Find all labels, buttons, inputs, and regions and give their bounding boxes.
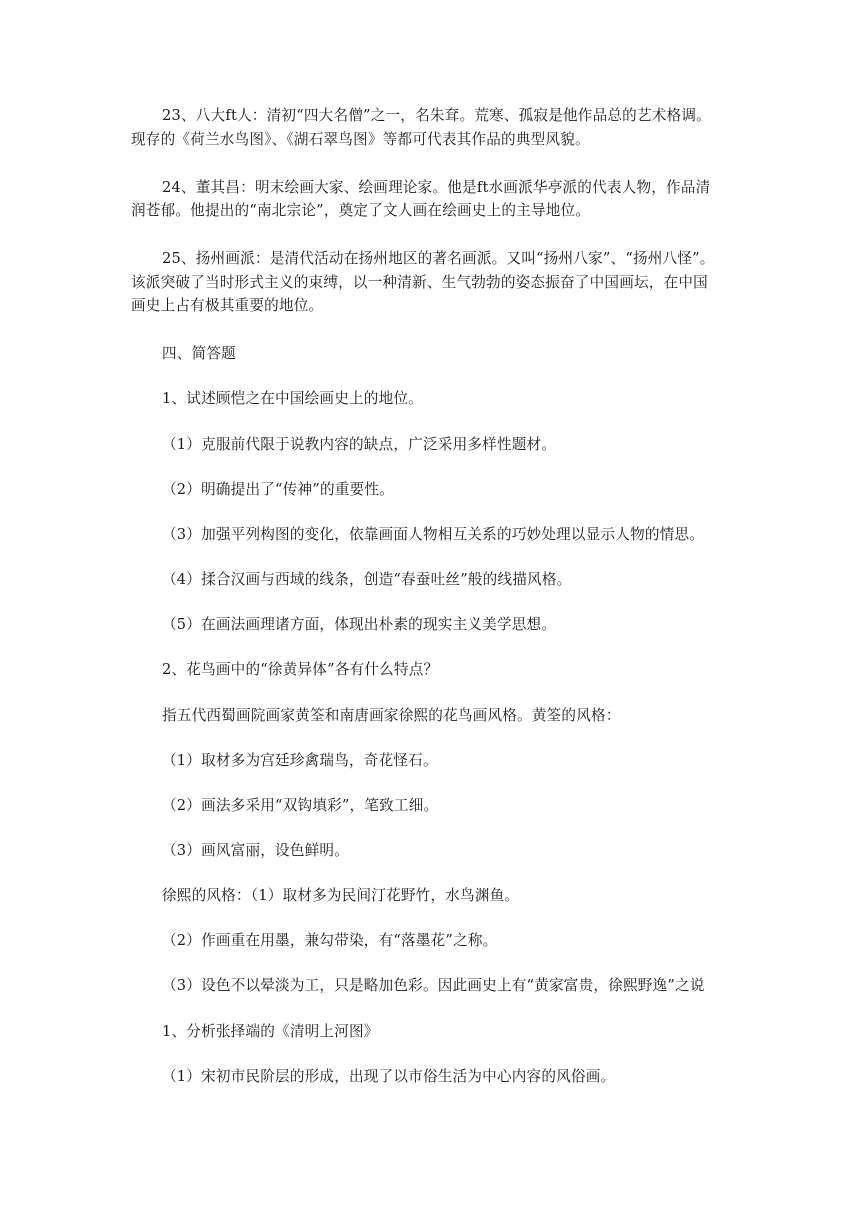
section-heading: 四、简答题 [162,345,236,362]
huang-point-1: （1）取材多为宫廷珍禽瑞鸟，奇花怪石。 [162,752,438,769]
question-1-point-4: （4）揉合汉画与西域的线条，创造“春蚕吐丝”般的线描风格。 [162,571,572,588]
paragraph-25-line-3: 画史上占有极其重要的地位。 [131,297,324,314]
question-2-title: 2、花鸟画中的“徐黄异体”各有什么特点？ [162,661,439,678]
question-2-intro: 指五代西蜀画院画家黄筌和南唐画家徐熙的花鸟画风格。黄筌的风格： [162,707,621,724]
xu-point-3: （3）设色不以晕淡为工，只是略加色彩。因此画史上有“黄家富贵，徐熙野逸”之说 [162,977,705,994]
paragraph-23-line-2: 现存的《荷兰水鸟图》、《湖石翠鸟图》等都可代表其作品的典型风貌。 [131,131,590,148]
question-3-point-1: （1）宋初市民阶层的形成，出现了以市俗生活为中心内容的风俗画。 [162,1068,616,1085]
question-3-title: 1、分析张择端的《清明上河图》 [162,1023,379,1040]
question-1-point-5: （5）在画法画理诸方面，体现出朴素的现实主义美学思想。 [162,616,557,633]
question-1-point-1: （1）克服前代限于说教内容的缺点，广泛采用多样性题材。 [162,436,557,453]
xu-style-heading: 徐熙的风格：（1）取材多为民间汀花野竹，水鸟渊鱼。 [162,887,520,904]
question-1-point-2: （2）明确提出了“传神”的重要性。 [162,481,394,498]
paragraph-24-line-2: 润苍郁。他提出的“南北宗论”，奠定了文人画在绘画史上的主导地位。 [131,202,591,219]
question-1-title: 1、试述顾恺之在中国绘画史上的地位。 [162,390,423,407]
huang-point-2: （2）画法多采用“双钩填彩”，笔致工细。 [162,797,439,814]
question-1-point-3: （3）加强平列构图的变化，依靠画面人物相互关系的巧妙处理以显示人物的情思。 [162,526,705,543]
huang-point-3: （3）画风富丽，设色鲜明。 [162,842,350,859]
paragraph-25-line-1: 25、扬州画派：是清代活动在扬州地区的著名画派。又叫“扬州八家”、“扬州八怪”。 [162,250,715,267]
paragraph-25-line-2: 该派突破了当时形式主义的束缚，以一种清新、生气勃勃的姿态振奋了中国画坛，在中国 [131,274,708,291]
paragraph-23-line-1: 23、八大ft人：清初“四大名僧”之一，名朱耷。荒寒、孤寂是他作品总的艺术格调。 [162,107,711,124]
xu-point-2: （2）作画重在用墨，兼勾带染，有“落墨花”之称。 [162,932,498,949]
paragraph-24-line-1: 24、董其昌：明末绘画大家、绘画理论家。他是ft水画派华亭派的代表人物，作品清 [162,179,711,196]
